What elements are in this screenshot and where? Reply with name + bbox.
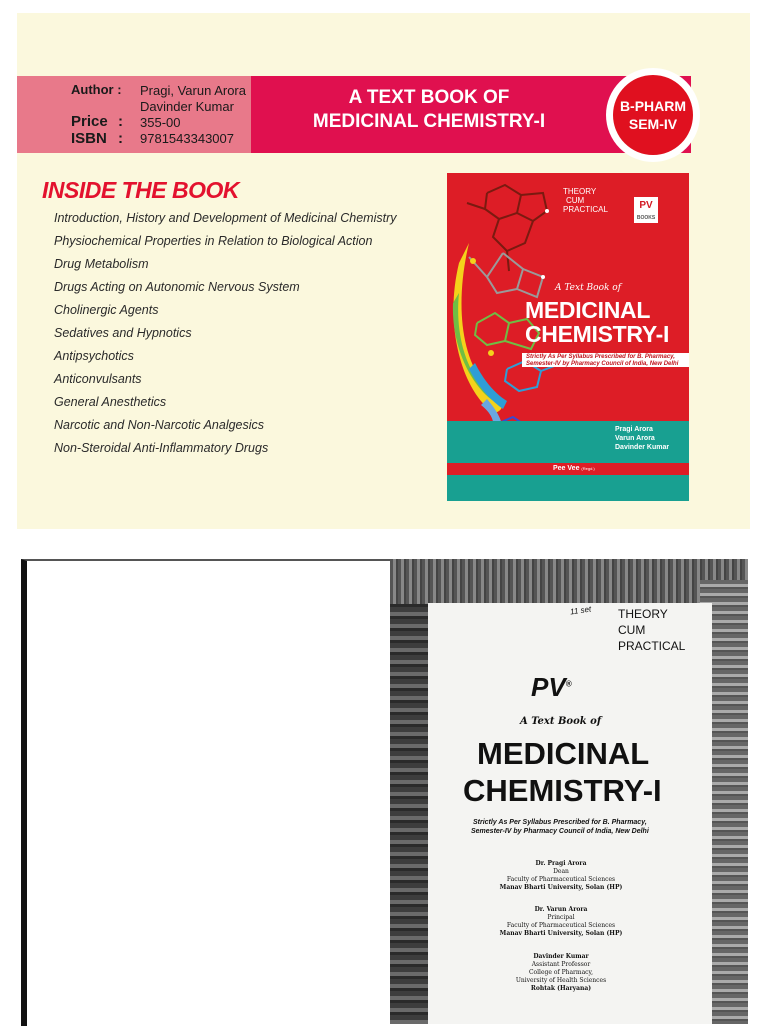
topic-item: Non-Steroidal Anti-Inflammatory Drugs <box>54 441 269 455</box>
scan-author-1-uni: Manav Bharti University, Solan (HP) <box>499 884 623 891</box>
cover-theory-label <box>563 187 608 214</box>
topic-item: Introduction, History and Development of Medicinal Chemistry <box>54 211 397 225</box>
scan-syllabus-note <box>471 818 649 836</box>
inside-title: INSIDE THE BOOK <box>42 177 239 203</box>
scan-logo-text: PV <box>531 672 566 702</box>
topic-item: Narcotic and Non-Narcotic Analgesics <box>54 418 265 432</box>
isbn-label: ISBN <box>71 130 107 147</box>
cover-author-3: Davinder Kumar <box>615 444 670 451</box>
cover-pv-logo <box>634 197 658 223</box>
author-line-2: Davinder Kumar <box>140 99 234 114</box>
topic-list <box>54 210 397 463</box>
cover-logo-sub: BOOKS <box>636 215 656 221</box>
scan-theory-label <box>618 606 685 654</box>
cover-authors <box>615 425 669 452</box>
banner-title-line-2: MEDICINAL CHEMISTRY-I <box>312 111 546 132</box>
cover-publisher <box>553 465 595 472</box>
scan-pv-logo <box>531 672 572 703</box>
cover-theory-line-3: PRACTICAL <box>563 205 608 214</box>
scan-author-1 <box>471 860 651 892</box>
cover-author-1: Pragi Arora <box>615 426 653 433</box>
cover-title-line-1: MEDICINAL <box>525 297 651 323</box>
scan-gutter <box>390 559 428 1024</box>
scan-author-3 <box>471 953 651 993</box>
cover-publisher-name: Pee Vee <box>553 465 580 472</box>
author-label: Author : <box>71 82 122 97</box>
topic-item: Antipsychotics <box>54 349 134 363</box>
cover-bottom-band <box>447 475 689 501</box>
scan-author-3-city: Rohtak (Haryana) <box>530 985 592 992</box>
semester-badge <box>613 75 693 155</box>
isbn-value: 9781543343007 <box>140 131 234 146</box>
badge-line-2: SEM-IV <box>628 116 678 132</box>
scan-title-line-1: MEDICINAL <box>477 736 650 771</box>
cover-logo-text: PV <box>639 200 653 211</box>
badge-line-1: B-PHARM <box>619 98 687 114</box>
scan-author-3-dept: College of Pharmacy, <box>528 969 594 976</box>
topic-item: Cholinergic Agents <box>54 303 159 317</box>
scan-handwritten-note: 11 set <box>569 604 592 617</box>
scan-author-3-name: Davinder Kumar <box>533 953 589 960</box>
cover-theory-line-2: CUM <box>566 196 585 205</box>
scan-top-edge <box>390 559 748 604</box>
scan-author-1-name: Dr. Pragi Arora <box>535 860 587 867</box>
scan-theory-line-3: PRACTICAL <box>618 639 686 653</box>
cover-syllabus-line-1: Strictly As Per Syllabus Prescribed for B. Pharmacy, <box>526 354 675 360</box>
cover-syllabus-note <box>526 354 678 368</box>
scan-logo-mark: ® <box>565 679 572 689</box>
scan-syllabus-line-1: Strictly As Per Syllabus Prescribed for B. Pharmacy, <box>473 819 647 826</box>
price-colon: : <box>118 113 123 130</box>
cover-a-text-book-of: A Text Book of <box>555 283 622 293</box>
banner-title <box>251 86 607 134</box>
scan-author-2-uni: Manav Bharti University, Solan (HP) <box>499 930 623 937</box>
scan-author-1-dept: Faculty of Pharmaceutical Sciences <box>506 876 616 883</box>
scan-author-2-name: Dr. Varun Arora <box>534 906 588 913</box>
scan-author-2-role: Principal <box>547 914 575 921</box>
cover-publisher-sub: (Regd.) <box>581 466 595 471</box>
topic-item: General Anesthetics <box>54 395 167 409</box>
scan-a-text-book-of: A Text Book of <box>520 716 602 727</box>
topic-item: Anticonvulsants <box>54 372 142 386</box>
scan-theory-line-1: THEORY <box>618 607 668 621</box>
price-value: 355-00 <box>140 115 181 130</box>
scan-author-2-dept: Faculty of Pharmaceutical Sciences <box>506 922 616 929</box>
topic-item: Sedatives and Hypnotics <box>54 326 192 340</box>
scan-blank-page <box>21 559 397 1026</box>
cover-theory-line-1: THEORY <box>563 187 597 196</box>
author-line-1: Pragi, Varun Arora <box>140 83 246 98</box>
scan-author-2 <box>471 906 651 938</box>
topic-item: Physiochemical Properties in Relation to Biological Action <box>54 234 373 248</box>
scan-syllabus-line-2: Semester-IV by Pharmacy Council of India, New Delhi <box>471 828 649 835</box>
cover-syllabus-line-2: Semester-IV by Pharmacy Council of India, New Delhi <box>526 361 679 367</box>
banner-title-line-1: A TEXT BOOK OF <box>348 87 510 108</box>
cover-title-line-2: CHEMISTRY-I <box>525 321 670 347</box>
scan-author-1-role: Dean <box>553 868 569 875</box>
scan-theory-line-2: CUM <box>618 623 646 637</box>
scan-title-line-2: CHEMISTRY-I <box>463 773 662 808</box>
topic-item: Drugs Acting on Autonomic Nervous System <box>54 280 300 294</box>
price-label: Price <box>71 113 108 130</box>
scan-author-3-role: Assistant Professor <box>531 961 591 968</box>
book-cover <box>447 173 689 501</box>
cover-author-2: Varun Arora <box>615 435 655 442</box>
topic-item: Drug Metabolism <box>54 257 149 271</box>
isbn-colon: : <box>118 130 123 147</box>
scan-author-3-uni: University of Health Sciences <box>515 977 607 984</box>
